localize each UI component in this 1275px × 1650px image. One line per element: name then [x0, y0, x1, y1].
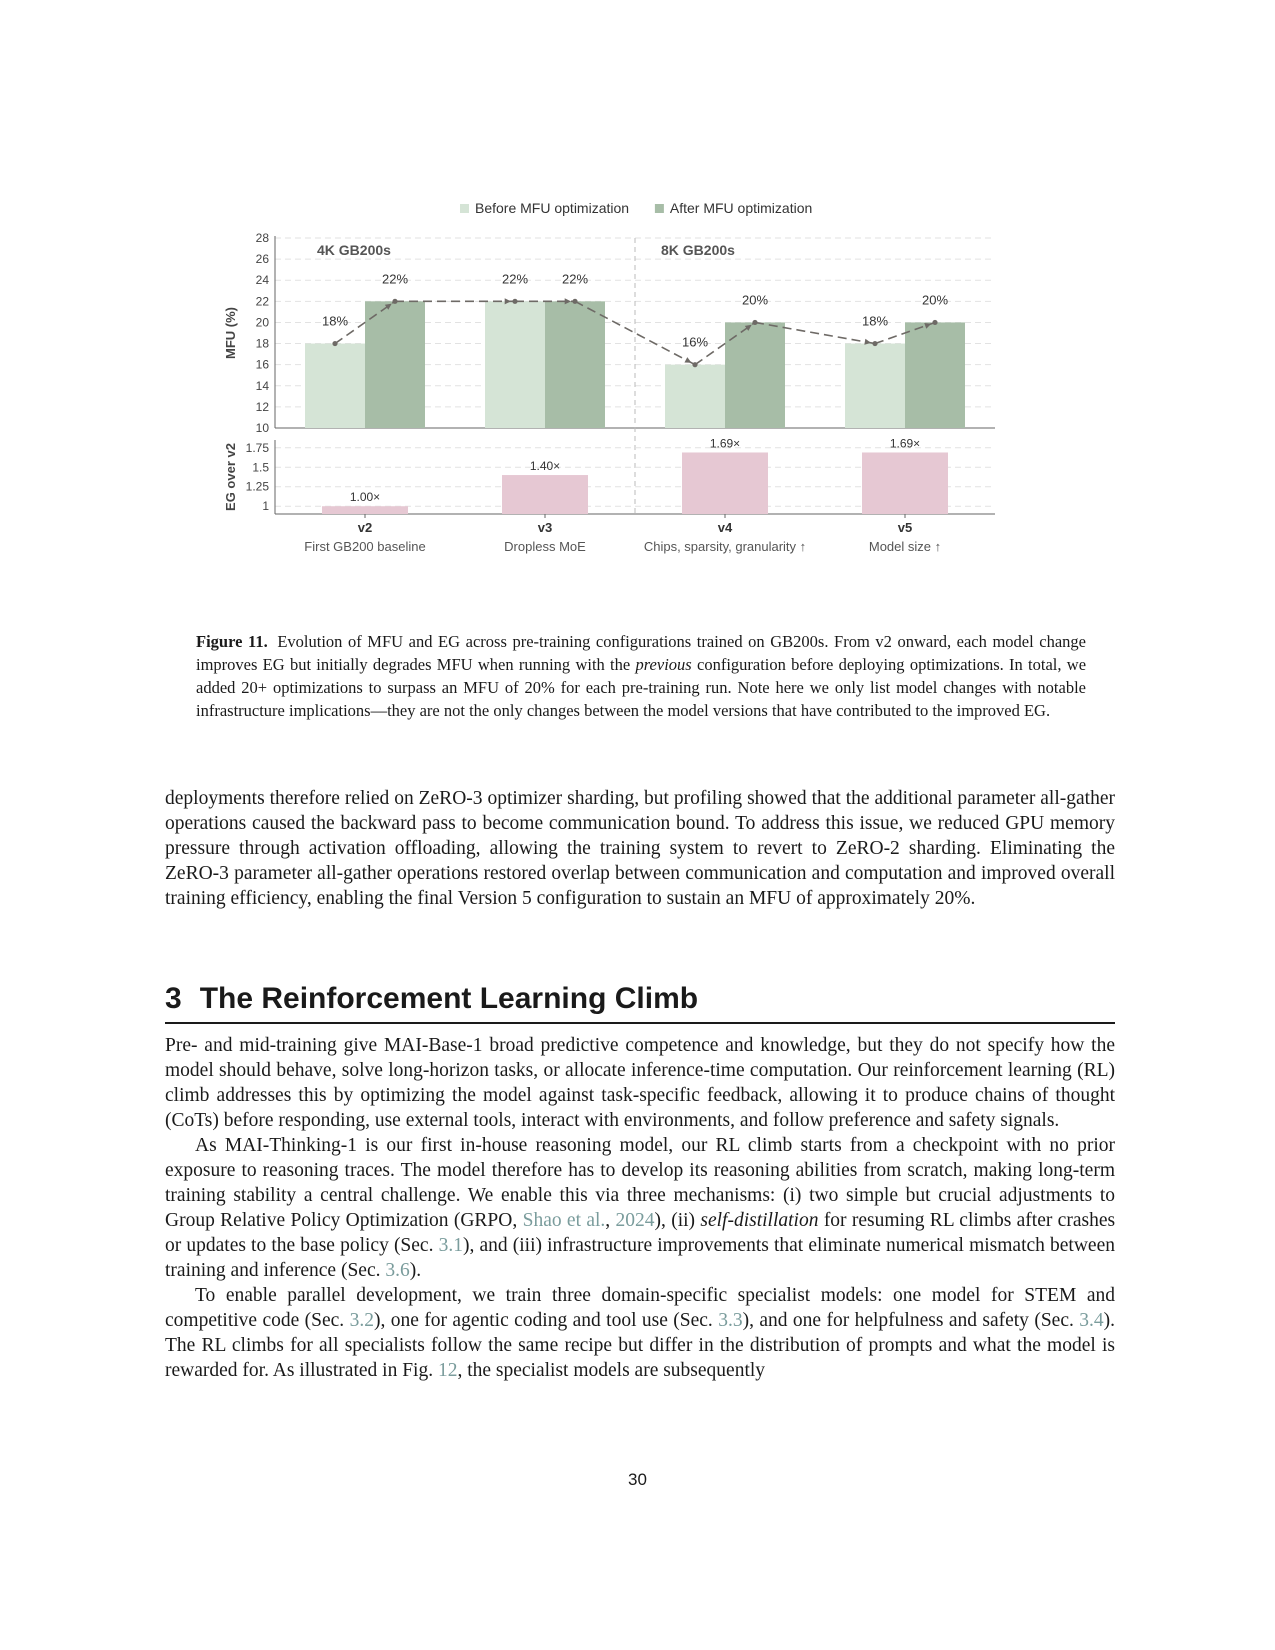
mfu-data-label-v3-before: 22%	[501, 271, 529, 287]
section-title: The Reinforcement Learning Climb	[199, 982, 699, 1015]
mfu-data-label-v5-before: 18%	[861, 313, 889, 329]
mfu-point-v4-before	[692, 362, 697, 367]
mfu-tick-label-5: 20	[255, 315, 269, 330]
mfu-y-axis-label: MFU (%)	[223, 307, 238, 359]
caption-text-2: configuration before deploying optimizations. In total, we added 20+ optimizations to surpass an MFU of 20% for each pre-training run. Note here we only list model changes with notable infrastructure implications—they are not the only changes between the model versions that have contributed to the improved EG.	[196, 655, 1087, 720]
mfu-point-v2-before	[332, 341, 337, 346]
eg-data-label-v3: 1.40×	[529, 459, 561, 474]
group-label-8k: 8K GB200s	[661, 242, 735, 258]
eg-y-axis-label: EG over v2	[223, 443, 238, 511]
mfu-trend-arrow-3	[684, 357, 691, 363]
legend-swatch-0	[460, 204, 469, 213]
mfu-bar-v4-before	[665, 365, 725, 428]
mfu-bar-v4-after	[725, 322, 785, 428]
ref-fig-12[interactable]: 12	[437, 1360, 458, 1381]
paragraph-text: deployments therefore relied on ZeRO-3 optimizer sharding, but profiling showed that the additional parameter all-gather operations caused the backward pass to become communication bound. To address this issue, we reduced GPU memory pressure through activation offloading, allowing the training system to revert to ZeRO-2 sharding. Eliminating the ZeRO-3 parameter all-gather operations restored overlap between communication and computation and improved overall training efficiency, enabling the final Version 5 configuration to sustain an MFU of approximately 20%.	[165, 788, 1115, 909]
eg-data-label-v2: 1.00×	[349, 490, 381, 505]
mfu-bar-v5-after	[905, 322, 965, 428]
mfu-tick-label-4: 18	[255, 336, 269, 351]
eg-bar-v2	[322, 506, 408, 514]
x-tick-label-v5: v5	[897, 520, 913, 535]
mfu-tick-label-9: 28	[255, 231, 269, 245]
mfu-bar-v3-before	[485, 301, 545, 428]
mfu-eg-chart	[225, 200, 1025, 570]
x-tick-label-v2: v2	[357, 520, 373, 535]
mfu-point-v5-after	[932, 320, 937, 325]
mfu-data-label-v5-after: 20%	[921, 292, 949, 308]
eg-tick-label-2: 1.5	[252, 460, 269, 475]
citation-shao-year[interactable]: 2024	[615, 1210, 655, 1231]
mfu-tick-label-7: 24	[255, 273, 269, 288]
mfu-point-v3-after	[572, 299, 577, 304]
x-tick-description-v2: First GB200 baseline	[304, 539, 426, 554]
mfu-data-label-v2-after: 22%	[381, 271, 409, 287]
x-tick-label-v3: v3	[537, 520, 553, 535]
section-heading	[165, 982, 1115, 1024]
section-number: 3	[165, 982, 182, 1015]
mfu-tick-label-8: 26	[255, 252, 269, 267]
citation-shao-author[interactable]: Shao et al.	[522, 1210, 606, 1231]
mfu-point-v3-before	[512, 299, 517, 304]
mfu-bar-v5-before	[845, 344, 905, 428]
mfu-bar-v3-after	[545, 301, 605, 428]
paragraph-continuation	[165, 786, 1115, 911]
caption-text: Evolution of MFU and EG across pre-training configurations trained on GB200s. From v2 onward, each model change improves EG but initially degrades MFU when running with the	[196, 632, 1087, 674]
legend-swatch-1	[655, 204, 664, 213]
mfu-tick-label-0: 10	[255, 421, 269, 435]
p2-text-b: ), (ii)	[654, 1210, 696, 1231]
figure-11	[225, 200, 1025, 570]
p3-text-a: To enable parallel development, we train three domain-specific specialist models: one model for STEM and competitive code (Sec.	[165, 1285, 1115, 1331]
eg-data-label-v5: 1.69×	[889, 436, 921, 451]
eg-bar-v5	[862, 452, 948, 514]
group-label-4k: 4K GB200s	[317, 242, 391, 258]
eg-bar-v4	[682, 452, 768, 514]
mfu-data-label-v3-after: 22%	[561, 271, 589, 287]
mfu-tick-label-3: 16	[255, 357, 269, 372]
eg-tick-label-0: 1	[262, 499, 269, 514]
mfu-tick-label-2: 14	[255, 378, 269, 393]
mfu-data-label-v4-after: 20%	[741, 292, 769, 308]
ref-sec-3-4[interactable]: 3.4	[1079, 1310, 1104, 1331]
paragraph-3	[165, 1283, 1115, 1383]
mfu-bar-v2-before	[305, 344, 365, 428]
paragraph-2: As MAI-Thinking-1 is our first in-house reasoning model, our RL climb starts from a checkpoint with no prior exposure to reasoning traces. The model therefore has to develop its reasoning abilities from scratch, making long-term training stability a central challenge. We enable this via three mechanisms: (i) two simple but crucial adjustments to Group Relative Policy Optimization (GRPO, Shao et al., 2024), (ii) self-distillation for resuming RL climbs after crashes or updates to the base policy (Sec. 3.1), and (iii) infrastructure improvements that eliminate numerical mismatch between training and inference (Sec. 3.6).	[165, 1135, 1116, 1281]
ref-sec-3-1[interactable]: 3.1	[438, 1235, 463, 1256]
page-number: 30	[628, 1470, 647, 1489]
eg-bar-v3	[502, 475, 588, 514]
x-tick-description-v5: Model size ↑	[868, 539, 942, 554]
p3-text-b: ), one for agentic coding and tool use (Sec.	[373, 1310, 713, 1331]
eg-tick-label-3: 1.75	[245, 440, 269, 455]
x-tick-description-v3: Dropless MoE	[504, 539, 586, 554]
mfu-point-v4-after	[752, 320, 757, 325]
caption-label: Figure 11.	[196, 632, 268, 651]
legend-label-1: After MFU optimization	[669, 200, 813, 216]
mfu-tick-label-1: 12	[255, 399, 269, 414]
mfu-bar-v2-after	[365, 301, 425, 428]
p3-text-d: ). The RL climbs for all specialists follow the same recipe but differ in the distribution of prompts and what the model is rewarded for. As illustrated in Fig.	[165, 1310, 1116, 1381]
p2-text-c: for resuming RL climbs after crashes or updates to the base policy (Sec.	[165, 1210, 1116, 1256]
eg-data-label-v4: 1.69×	[709, 436, 741, 451]
p2-text-a: As MAI-Thinking-1 is our first in-house reasoning model, our RL climb starts from a checkpoint with no prior exposure to reasoning traces. The model therefore has to develop its reasoning abilities from scratch, making long-term training stability a central challenge. We enable this via three mechanisms: (i) two simple but crucial adjustments to Group Relative Policy Optimization (GRPO,	[165, 1135, 1115, 1231]
ref-sec-3-3[interactable]: 3.3	[718, 1310, 743, 1331]
ref-sec-3-2[interactable]: 3.2	[349, 1310, 374, 1331]
eg-tick-label-1: 1.25	[245, 479, 269, 494]
p3-text-e: , the specialist models are subsequently	[457, 1360, 766, 1381]
paragraph-1: Pre- and mid-training give MAI-Base-1 broad predictive competence and knowledge, but they do not specify how the model should behave, solve long-horizon tasks, or allocate inference-time computation. Our reinforcement learning (RL) climb addresses this by optimizing the model against task-specific feedback, allowing it to produce chains of thought (CoTs) before responding, use external tools, interact with environments, and follow preference and safety signals.	[165, 1035, 1115, 1131]
x-tick-description-v4: Chips, sparsity, granularity ↑	[643, 539, 807, 554]
mfu-tick-label-6: 22	[255, 294, 269, 309]
section-body	[165, 1033, 1115, 1383]
figure-caption	[196, 630, 1086, 722]
mfu-point-v5-before	[872, 341, 877, 346]
mfu-data-label-v4-before: 16%	[681, 334, 709, 350]
ref-sec-3-6[interactable]: 3.6	[385, 1260, 410, 1281]
p2-text-d: ), and (iii) infrastructure improvements that eliminate numerical mismatch between training and inference (Sec.	[165, 1235, 1115, 1281]
p3-text-c: ), and one for helpfulness and safety (Sec.	[742, 1310, 1074, 1331]
p2-italic: self-distillation	[700, 1210, 819, 1231]
caption-italic: previous	[635, 655, 692, 674]
mfu-data-label-v2-before: 18%	[321, 313, 349, 329]
x-tick-label-v4: v4	[717, 520, 733, 535]
mfu-point-v2-after	[392, 299, 397, 304]
legend-label-0: Before MFU optimization	[475, 200, 630, 216]
p2-text-e: ).	[409, 1260, 422, 1281]
